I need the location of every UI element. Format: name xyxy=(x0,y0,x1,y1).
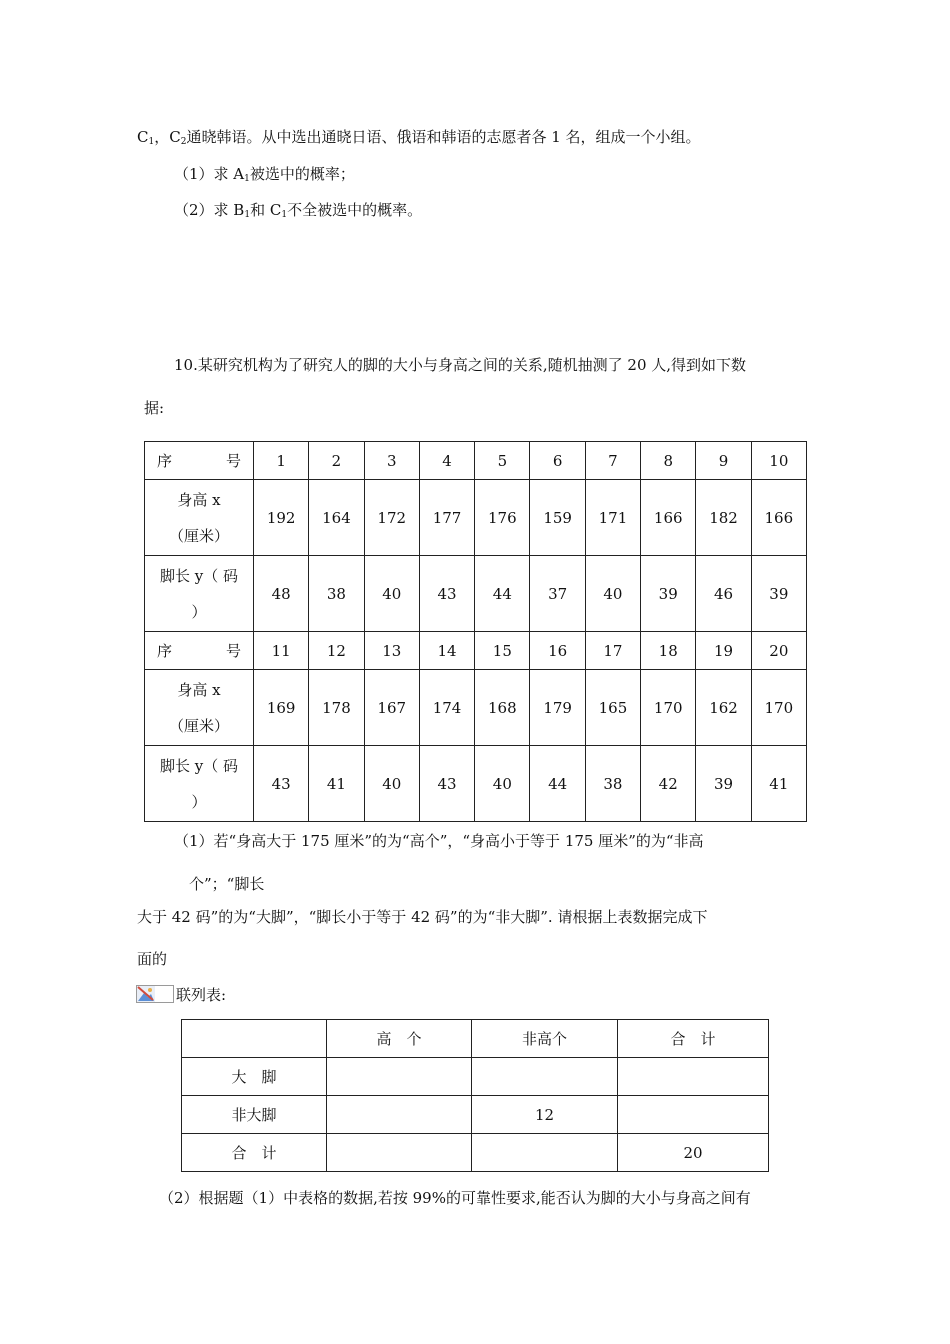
column-header: 非高个 xyxy=(472,1020,618,1058)
table-cell xyxy=(472,1058,618,1096)
table-cell: 39 xyxy=(751,556,806,632)
table-cell: 40 xyxy=(585,556,640,632)
table-cell: 13 xyxy=(364,632,419,670)
table-row xyxy=(182,1096,769,1134)
table-cell: 12 xyxy=(309,632,364,670)
table-cell: 40 xyxy=(364,746,419,822)
table-cell xyxy=(327,1058,472,1096)
table-cell: 11 xyxy=(254,632,309,670)
table-row xyxy=(145,632,807,670)
table-cell xyxy=(327,1134,472,1172)
table-cell xyxy=(182,1020,327,1058)
table-cell xyxy=(618,1058,769,1096)
index-label: 序 号 xyxy=(145,442,254,480)
table-cell: 171 xyxy=(585,480,640,556)
table-cell: 42 xyxy=(641,746,696,822)
question-2: （2）求 $B_1$和 $C_1$不全被选中的概率。 xyxy=(174,201,423,220)
table-cell: 20 xyxy=(751,632,806,670)
table-row xyxy=(145,670,807,746)
table-cell: 40 xyxy=(475,746,530,822)
table-cell: 159 xyxy=(530,480,585,556)
part-1-line-3: 大于 42 码”的为“大脚”，“脚长小于等于 42 码”的为“非大脚”. 请根据上表数据完成下 xyxy=(137,908,708,926)
table-cell: 17 xyxy=(585,632,640,670)
table-cell: 177 xyxy=(419,480,474,556)
table-cell: 176 xyxy=(475,480,530,556)
table-cell: 3 xyxy=(364,442,419,480)
broken-image-icon xyxy=(136,985,174,1003)
table-cell: 14 xyxy=(419,632,474,670)
table-cell: 20 xyxy=(618,1134,769,1172)
table-cell: 192 xyxy=(254,480,309,556)
table-cell: 43 xyxy=(254,746,309,822)
table-cell: 162 xyxy=(696,670,751,746)
height-label: 身高 x （厘米） xyxy=(145,480,254,556)
table-row xyxy=(145,442,807,480)
table-cell: 179 xyxy=(530,670,585,746)
data-table xyxy=(144,441,807,822)
table-cell: 172 xyxy=(364,480,419,556)
table-cell: 16 xyxy=(530,632,585,670)
part-1-line-4: 面的 xyxy=(137,950,168,968)
table-cell: 1 xyxy=(254,442,309,480)
table-cell: 38 xyxy=(309,556,364,632)
column-header: 高 个 xyxy=(327,1020,472,1058)
table-cell: 9 xyxy=(696,442,751,480)
table-cell: 41 xyxy=(309,746,364,822)
table-cell: 4 xyxy=(419,442,474,480)
problem-10-line-1: 10.某研究机构为了研究人的脚的大小与身高之间的关系,随机抽测了 20 人,得到如下数 xyxy=(174,356,747,374)
table-cell: 46 xyxy=(696,556,751,632)
column-header: 合 计 xyxy=(618,1020,769,1058)
table-cell: 170 xyxy=(751,670,806,746)
part-1-line-2: 个”；“脚长 xyxy=(189,875,265,893)
table-cell: 168 xyxy=(475,670,530,746)
table-cell: 174 xyxy=(419,670,474,746)
table-cell: 48 xyxy=(254,556,309,632)
table-cell: 15 xyxy=(475,632,530,670)
table-row xyxy=(145,556,807,632)
table-cell: 6 xyxy=(530,442,585,480)
table-cell: 44 xyxy=(530,746,585,822)
table-cell: 182 xyxy=(696,480,751,556)
table-cell: 164 xyxy=(309,480,364,556)
table-cell: 37 xyxy=(530,556,585,632)
table-cell: 41 xyxy=(751,746,806,822)
intro-line: $C_1$，$C_2$通晓韩语。从中选出通晓日语、俄语和韩语的志愿者各 1 名，组成一个小组。 xyxy=(137,128,701,147)
table-cell: 38 xyxy=(585,746,640,822)
part-1-line-1: （1）若“身高大于 175 厘米”的为“高个”，“身高小于等于 175 厘米”的为“非高 xyxy=(174,832,704,850)
table-cell: 5 xyxy=(475,442,530,480)
table-cell: 10 xyxy=(751,442,806,480)
table-row xyxy=(182,1020,769,1058)
row-header: 合 计 xyxy=(182,1134,327,1172)
contingency-table xyxy=(181,1019,769,1172)
table-cell: 43 xyxy=(419,746,474,822)
table-cell: 167 xyxy=(364,670,419,746)
table-cell: 8 xyxy=(641,442,696,480)
foot-label: 脚长 y（ 码 ） xyxy=(145,556,254,632)
foot-label: 脚长 y（ 码 ） xyxy=(145,746,254,822)
table-cell: 44 xyxy=(475,556,530,632)
question-1: （1）求 $A_1$被选中的概率； xyxy=(174,165,355,184)
table-cell xyxy=(472,1134,618,1172)
table-cell: 2 xyxy=(309,442,364,480)
table-row xyxy=(182,1134,769,1172)
table-row xyxy=(145,746,807,822)
table-cell: 18 xyxy=(641,632,696,670)
table-cell: 39 xyxy=(696,746,751,822)
table-cell: 43 xyxy=(419,556,474,632)
height-label: 身高 x （厘米） xyxy=(145,670,254,746)
table-cell: 39 xyxy=(641,556,696,632)
table-cell: 169 xyxy=(254,670,309,746)
table-cell: 165 xyxy=(585,670,640,746)
table-cell: 12 xyxy=(472,1096,618,1134)
table-cell: 166 xyxy=(641,480,696,556)
problem-10-line-2: 据: xyxy=(144,399,165,417)
part-1-line-5: 联列表: xyxy=(176,986,227,1004)
table-cell: 178 xyxy=(309,670,364,746)
table-row xyxy=(145,480,807,556)
part-2-line-1: （2）根据题（1）中表格的数据,若按 99%的可靠性要求,能否认为脚的大小与身高之间有 xyxy=(159,1189,751,1207)
table-cell: 166 xyxy=(751,480,806,556)
table-cell xyxy=(618,1096,769,1134)
table-cell: 19 xyxy=(696,632,751,670)
table-cell xyxy=(327,1096,472,1134)
index-label: 序 号 xyxy=(145,632,254,670)
table-cell: 40 xyxy=(364,556,419,632)
table-cell: 170 xyxy=(641,670,696,746)
row-header: 大 脚 xyxy=(182,1058,327,1096)
row-header: 非大脚 xyxy=(182,1096,327,1134)
table-cell: 7 xyxy=(585,442,640,480)
table-row xyxy=(182,1058,769,1096)
